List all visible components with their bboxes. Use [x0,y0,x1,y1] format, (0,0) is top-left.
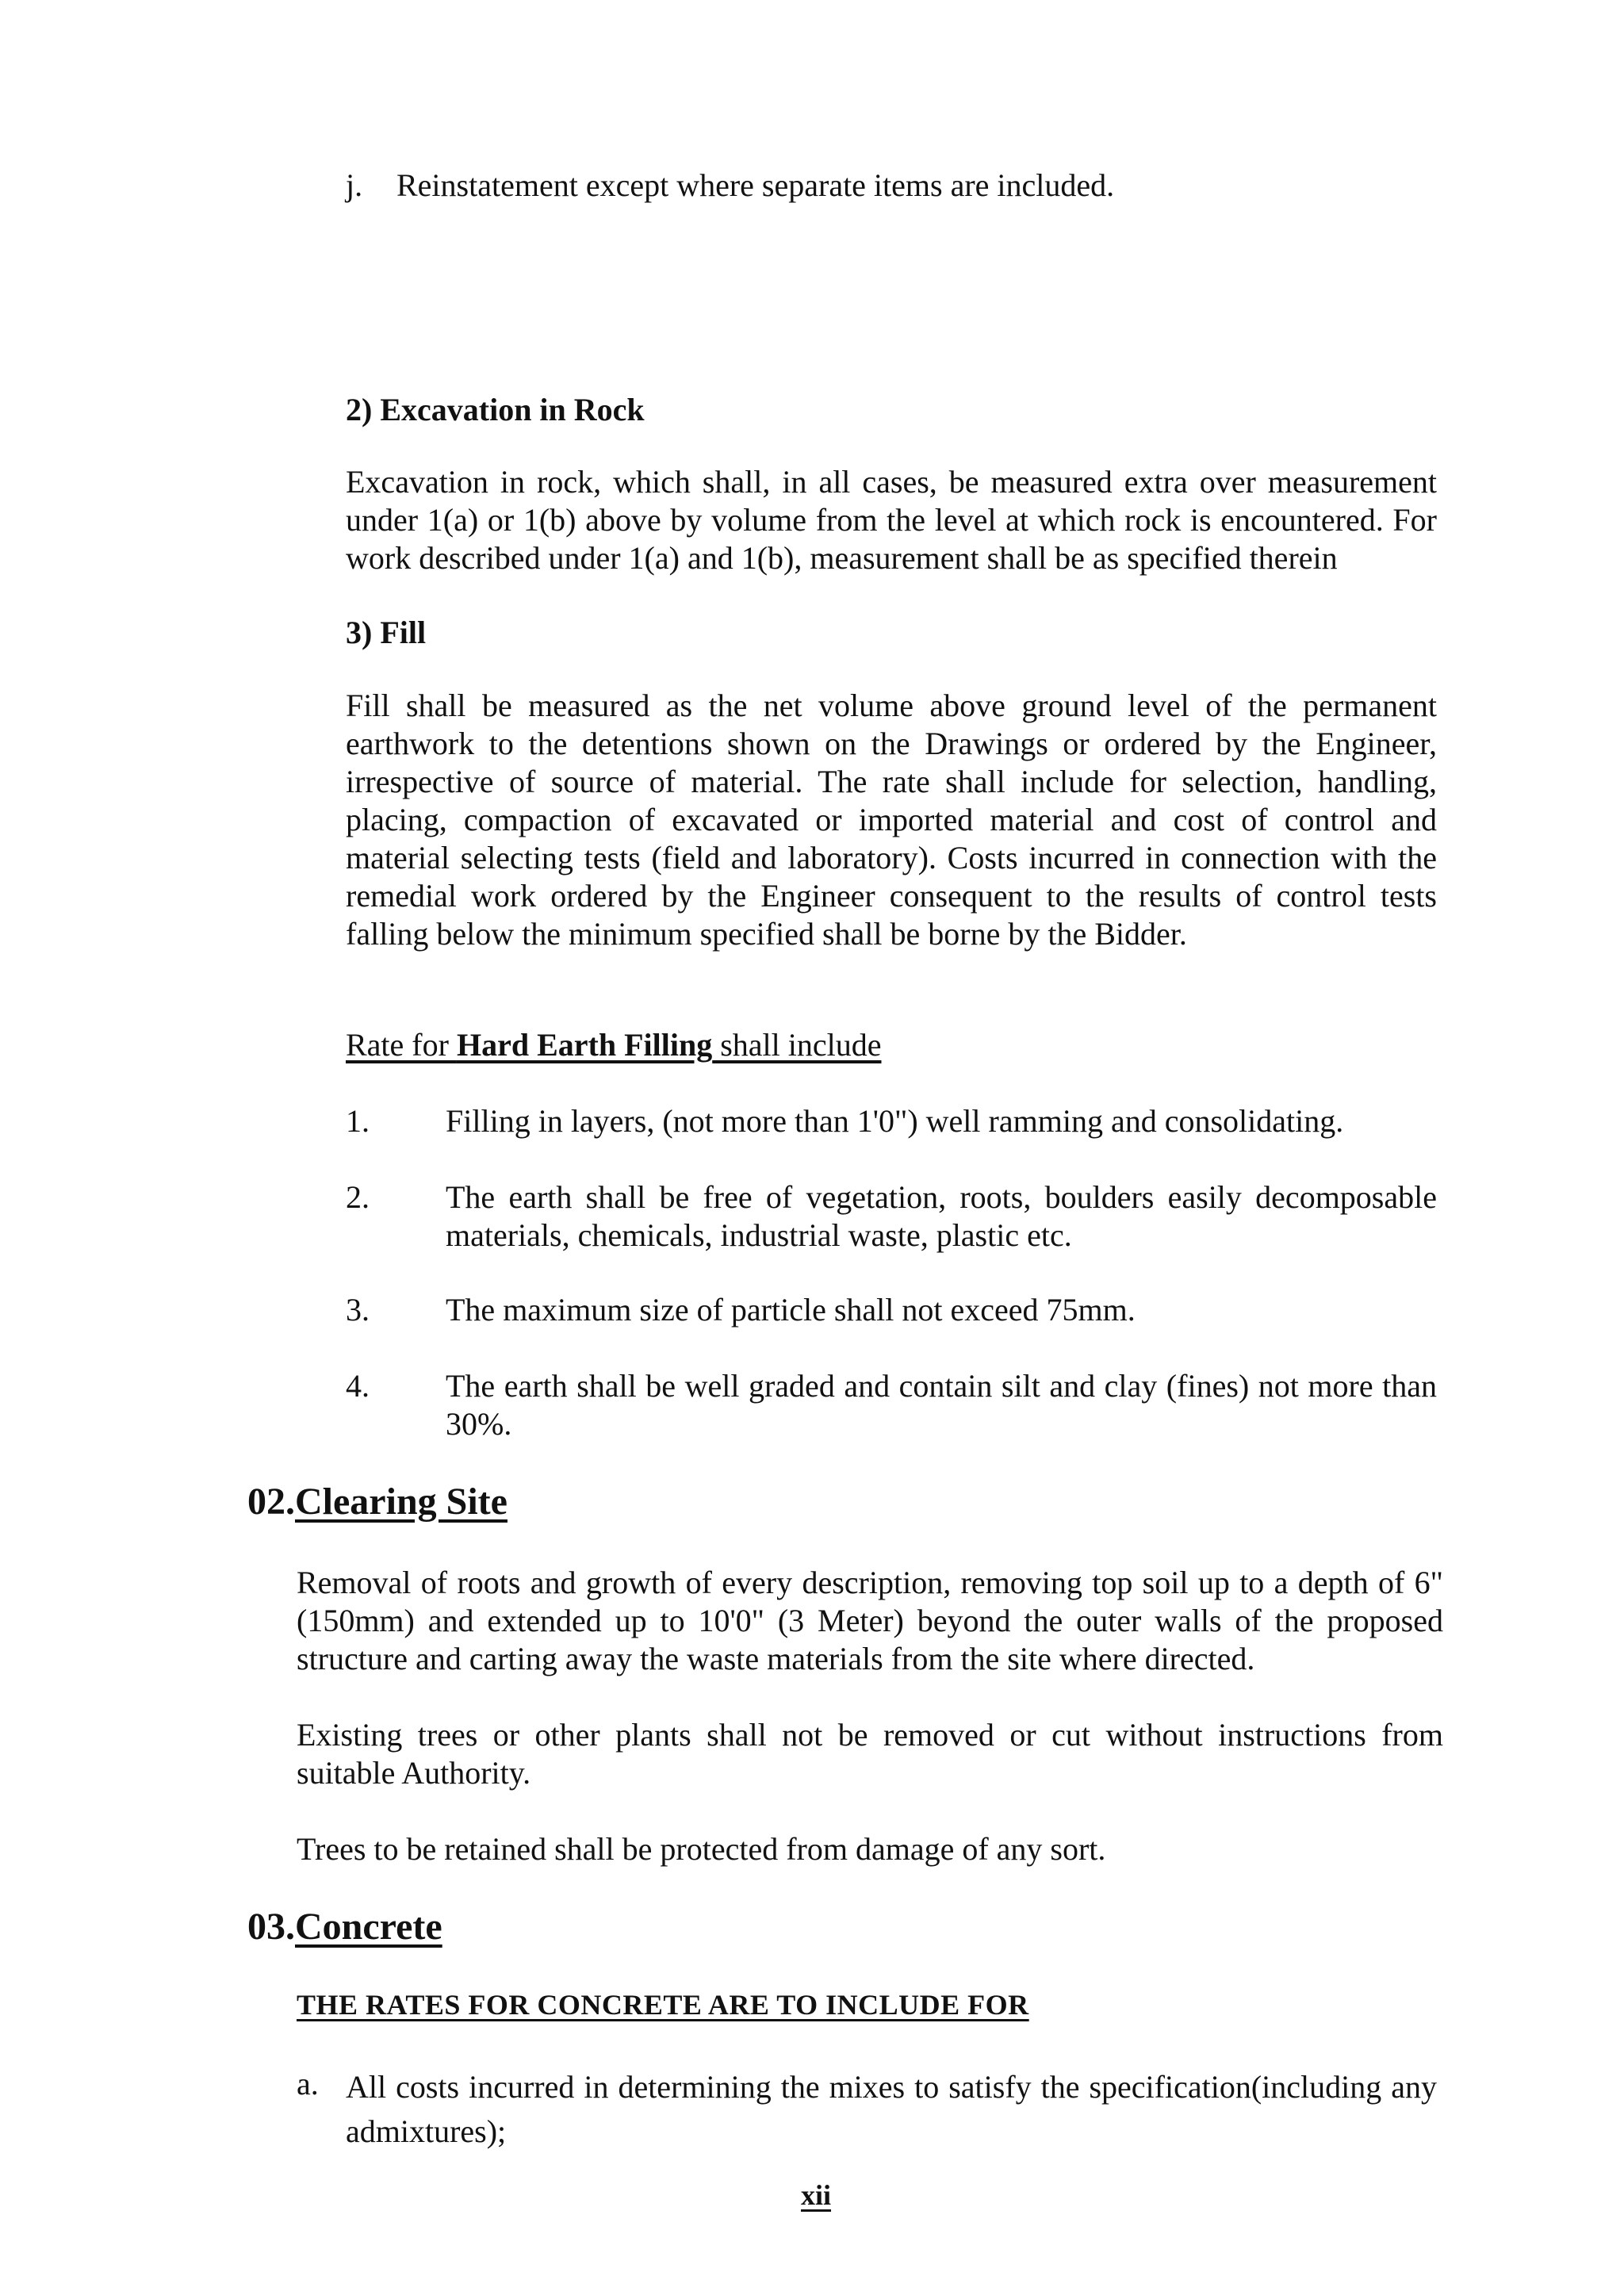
rate-item-2-num: 2. [346,1179,370,1215]
rate-item-4-num: 4. [346,1368,370,1404]
rate-suffix: shall include [712,1027,882,1063]
concrete-number: 03. [247,1906,295,1948]
concrete-item-a-text: All costs incurred in determining the mixes to satisfy the specification(including any admixtures); [346,2069,1437,2149]
concrete-rates-heading: THE RATES FOR CONCRETE ARE TO INCLUDE FOR [297,1989,1029,2021]
page-number: xii [801,2179,832,2211]
rate-item-2-text: The earth shall be free of vegetation, roots, boulders easily decomposable materials, chemicals, industrial waste, plastic etc. [446,1179,1437,1253]
concrete-title: Concrete [295,1906,442,1948]
clearing-site-number: 02. [247,1481,295,1523]
clearing-site-title: Clearing Site [295,1481,508,1523]
concrete-heading [247,1905,442,1949]
rate-item-3-num: 3. [346,1292,370,1328]
rate-item-4-text: The earth shall be well graded and contain silt and clay (fines) not more than 30%. [446,1368,1437,1442]
rate-item-1-num: 1. [346,1103,370,1139]
clearing-paragraph-2: Existing trees or other plants shall not be removed or cut without instructions from suitable Authority. [297,1717,1443,1791]
rate-prefix: Rate for [346,1027,457,1063]
clearing-paragraph-1: Removal of roots and growth of every description, removing top soil up to a depth of 6" (150mm) and extended up to 10'0" (3 Meter) beyond the outer walls of the proposed structure and carting away the waste materials from the site where directed. [297,1565,1443,1676]
item-j-marker: j. [346,167,363,203]
concrete-item-a-marker: a. [297,2066,319,2102]
rate-item-3-text: The maximum size of particle shall not exceed 75mm. [446,1292,1136,1328]
clearing-site-heading [247,1480,508,1524]
rate-intro [346,1026,881,1064]
fill-heading: 3) Fill [346,615,427,650]
item-j-text: Reinstatement except where separate items are included. [396,167,1115,203]
fill-paragraph: Fill shall be measured as the net volume above ground level of the permanent earthwork to the detentions shown on the Drawings or ordered by the Engineer, irrespective of source of material. The rate shall include for selection, handling, placing, compaction of excavated or imported material and cost of control and material selecting tests (field and laboratory). Costs incurred in connection with the remedial work ordered by the Engineer consequent to the results of control tests falling below the minimum specified shall be borne by the Bidder. [346,688,1437,952]
rate-item-1-text: Filling in layers, (not more than 1'0") well ramming and consolidating. [446,1103,1344,1139]
excavation-rock-heading: 2) Excavation in Rock [346,392,645,427]
clearing-paragraph-3: Trees to be retained shall be protected from damage of any sort. [297,1831,1106,1867]
excavation-rock-paragraph: Excavation in rock, which shall, in all cases, be measured extra over measurement under 1(a) or 1(b) above by volume from the level at which rock is encountered. For work described under 1(a) and 1(b), measurement shall be as specified therein [346,464,1437,576]
rate-bold-term: Hard Earth Filling [456,1027,713,1063]
